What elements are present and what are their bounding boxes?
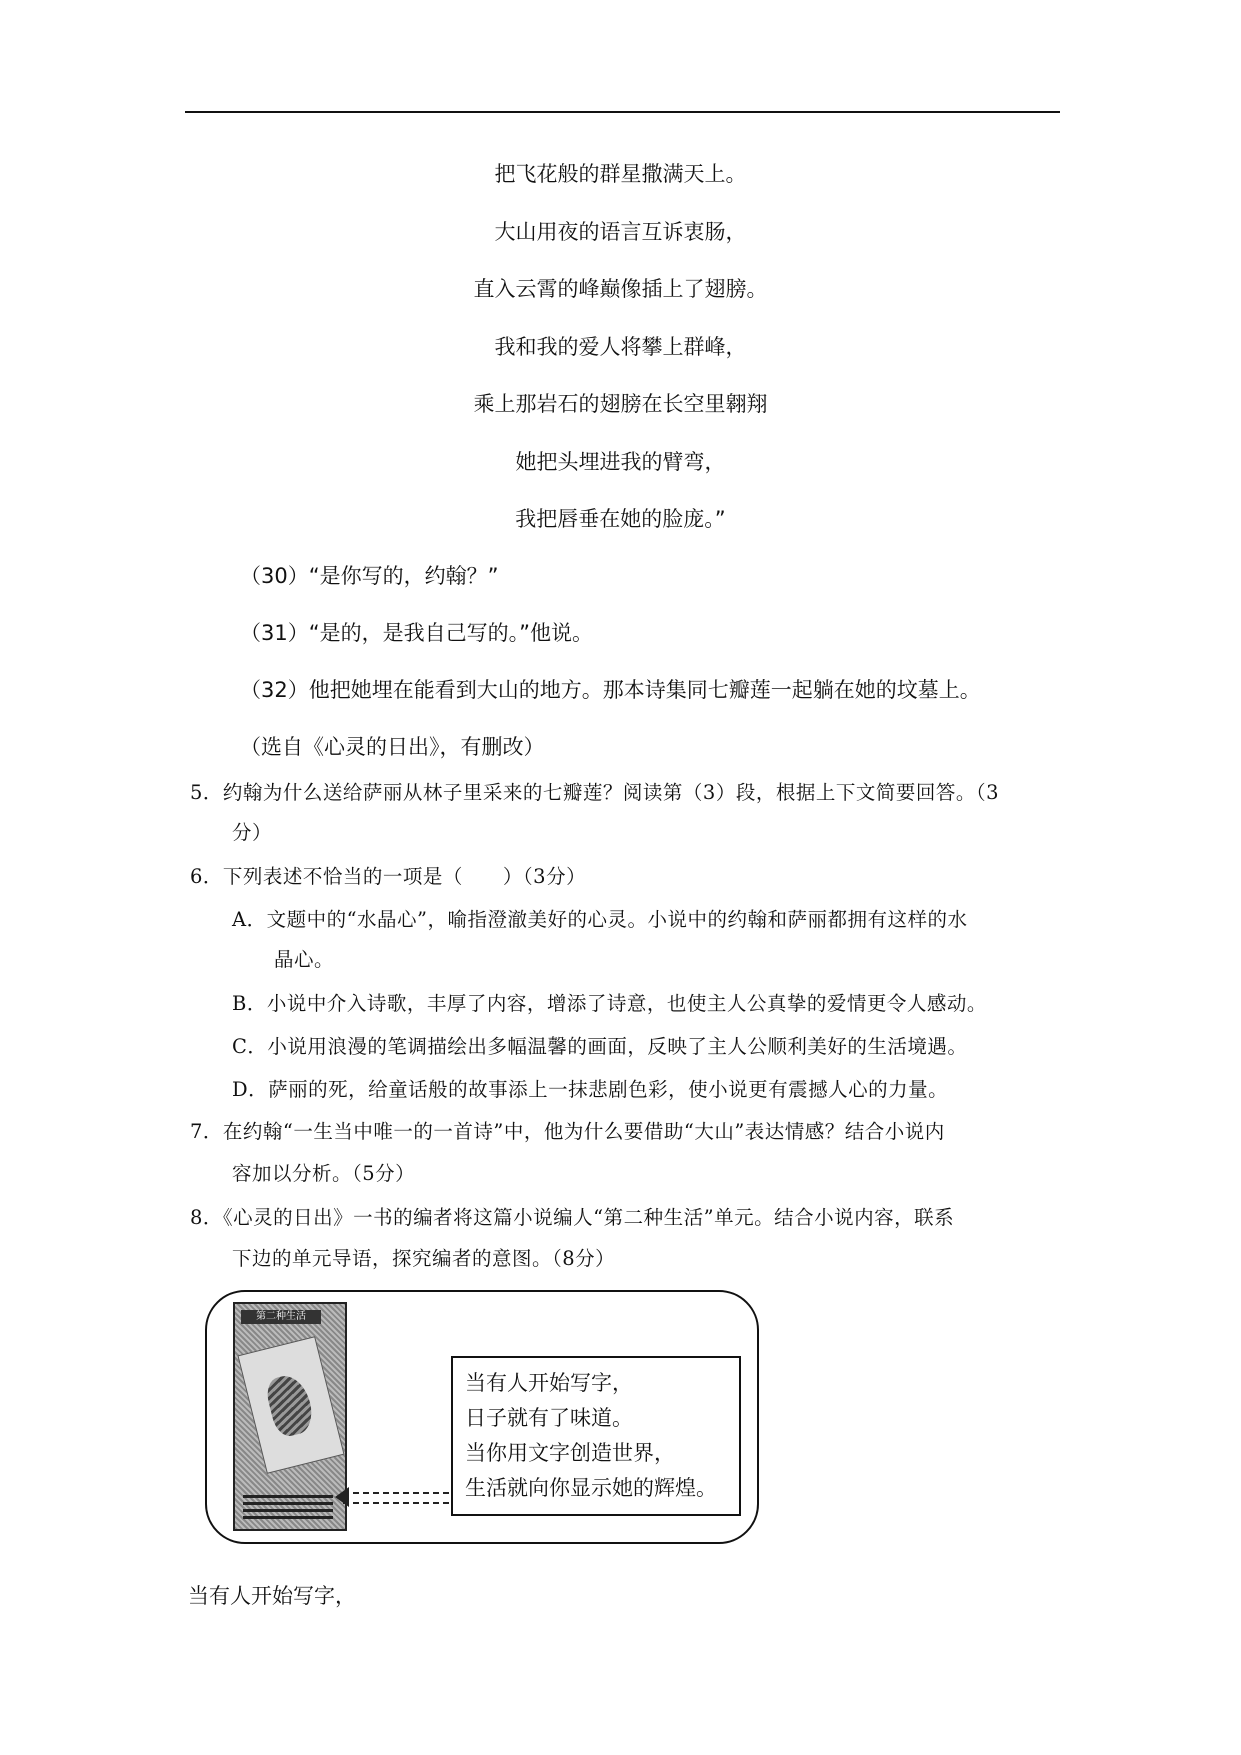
question-8: 8．《心灵的日出》一书的编者将这篇小说编人“第二种生活”单元。结合小说内容，联系: [190, 1206, 955, 1229]
question-7: 7．在约翰“一生当中唯一的一首诗”中，他为什么要借助“大山”表达情感？结合小说内: [190, 1120, 945, 1143]
quote-line: 日子就有了味道。: [465, 1406, 633, 1430]
footer-text: 当有人开始写字，: [188, 1584, 356, 1608]
unit-intro-quote: [451, 1356, 741, 1516]
quote-line: 生活就向你显示她的辉煌。: [465, 1476, 717, 1500]
unit-intro-figure: [205, 1290, 759, 1544]
paper-illustration: [237, 1336, 344, 1474]
poem-line: 她把头埋进我的臂弯，: [515, 450, 726, 474]
source-citation: （选自《心灵的日出》，有删改）: [240, 735, 545, 759]
poem-line: 我把唇垂在她的脸庞。”: [515, 507, 726, 531]
quote-line: 当你用文字创造世界，: [465, 1441, 675, 1465]
option-a: A．文题中的“水晶心”，喻指澄澈美好的心灵。小说中的约翰和萨丽都拥有这样的水: [232, 908, 968, 931]
option-b: B．小说中介入诗歌，丰厚了内容，增添了诗意，也使主人公真挚的爱情更令人感动。: [232, 992, 987, 1015]
book-title: 第二种生活: [241, 1310, 321, 1324]
poem-line: 把飞花般的群星撒满天上。: [494, 162, 747, 186]
question-5: 5．约翰为什么送给萨丽从林子里采来的七瓣莲？阅读第（3）段，根据上下文简要回答。（3: [190, 781, 999, 804]
cover-text-lines: [243, 1495, 333, 1519]
quote-line: 当有人开始写字，: [465, 1371, 633, 1395]
question-6: 6．下列表述不恰当的一项是（ ）（3分）: [190, 865, 587, 888]
poem-line: 直入云霄的峰巅像插上了翅膀。: [473, 277, 768, 301]
header-rule: [185, 111, 1060, 113]
arrow-shaft: [343, 1492, 449, 1504]
poem-line: 大山用夜的语言互诉衷肠，: [494, 220, 747, 244]
paragraph-31: （31）“是的，是我自己写的。”他说。: [240, 621, 593, 645]
paragraph-32: （32）他把她埋在能看到大山的地方。那本诗集同七瓣莲一起躺在她的坟墓上。: [240, 678, 981, 702]
question-8-cont: 下边的单元导语，探究编者的意图。（8分）: [232, 1247, 616, 1270]
option-a-cont: 晶心。: [274, 948, 335, 971]
poem-line: 乘上那岩石的翅膀在长空里翱翔: [473, 392, 768, 416]
question-7-cont: 容加以分析。（5分）: [232, 1162, 416, 1185]
option-d: D．萨丽的死，给童话般的故事添上一抹悲剧色彩，使小说更有震撼人心的力量。: [232, 1078, 949, 1101]
poem-line: 我和我的爱人将攀上群峰，: [494, 335, 747, 359]
book-cover-image: [233, 1302, 347, 1531]
question-5-cont: 分）: [232, 821, 273, 844]
option-c: C．小说用浪漫的笔调描绘出多幅温馨的画面，反映了主人公顺利美好的生活境遇。: [232, 1035, 968, 1058]
paragraph-30: （30）“是你写的，约翰？”: [240, 564, 499, 588]
